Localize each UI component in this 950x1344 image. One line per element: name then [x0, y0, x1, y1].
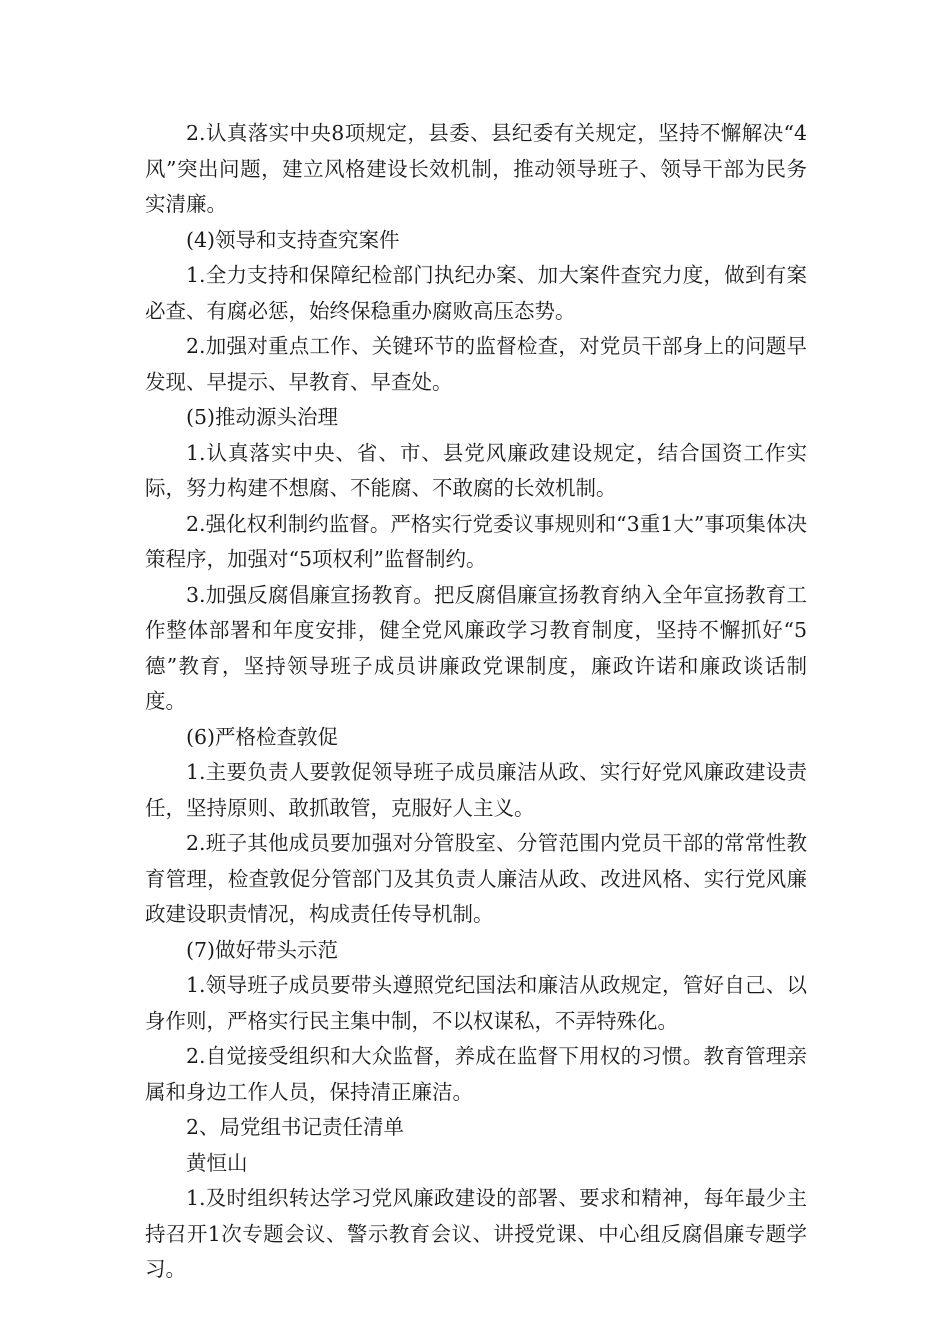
paragraph-item-1-source-governance: 1.认真落实中央、省、市、县党风廉政建设规定，结合国资工作实际，努力构建不想腐、不能腐、不敢腐的长效机制。: [145, 440, 807, 500]
paragraph-item-2-eight-rules: 2.认真落实中央8项规定，县委、县纪委有关规定，坚持不懈解决“4风”突出问题，建立风格建设长效机制，推动领导班子、领导干部为民务实清廉。: [145, 121, 807, 216]
paragraph-item-1-leader-urging: 1.主要负责人要敦促领导班子成员廉洁从政、实行好党风廉政建设责任，坚持原则、敢抓敢管，克服好人主义。: [145, 760, 807, 820]
paragraph-item-1-lead-by-example: 1.领导班子成员要带头遵照党纪国法和廉洁从政规定，管好自己、以身作则，严格实行民主集中制，不以权谋私，不弄特殊化。: [145, 973, 807, 1033]
paragraph-item-2-power-restraint: 2.强化权利制约监督。严格实行党委议事规则和“3重1大”事项集体决策程序，加强对“5项权利”监督制约。: [145, 511, 807, 571]
paragraph-item-1-case-support: 1.全力支持和保障纪检部门执纪办案、加大案件查究力度，做到有案必查、有腐必惩，始终保稳重办腐败高压态势。: [145, 263, 807, 323]
paragraph-item-3-anti-corruption-education: 3.加强反腐倡廉宣扬教育。把反腐倡廉宣扬教育纳入全年宣扬教育工作整体部署和年度安排，健全党风廉政学习教育制度，坚持不懈抓好“5德”教育，坚持领导班子成员讲廉政党课制度，廉政许诺和廉政谈话制度。: [145, 582, 807, 713]
section-heading-7: (7)做好带头示范: [186, 937, 339, 962]
section-heading-5: (5)推动源头治理: [186, 405, 339, 429]
paragraph-item-2-other-members: 2.班子其他成员要加强对分管股室、分管范围内党员干部的常常性教育管理，检查敦促分管部门及其负责人廉洁从政、改进风格、实行党风廉政建设职责情况，构成责任传导机制。: [145, 831, 807, 926]
document-body: [145, 116, 807, 1288]
section-heading-4: (4)领导和支持查究案件: [186, 227, 400, 252]
paragraph-item-2-supervision: 2.加强对重点工作、关键环节的监督检查，对党员干部身上的问题早发现、早提示、早教育、早查处。: [145, 334, 807, 394]
person-name: 黄恒山: [186, 1150, 248, 1175]
section-heading-6: (6)严格检查敦促: [186, 724, 339, 749]
section-heading-secretary-list: 2、局党组书记责任清单: [186, 1115, 405, 1139]
paragraph-item-2-accept-supervision: 2.自觉接受组织和大众监督，养成在监督下用权的习惯。教育管理亲属和身边工作人员，保持清正廉洁。: [145, 1044, 807, 1104]
paragraph-item-1-study-meetings: 1.及时组织转达学习党风廉政建设的部署、要求和精神，每年最少主持召开1次专题会议、警示教育会议、讲授党课、中心组反腐倡廉专题学习。: [145, 1186, 807, 1281]
